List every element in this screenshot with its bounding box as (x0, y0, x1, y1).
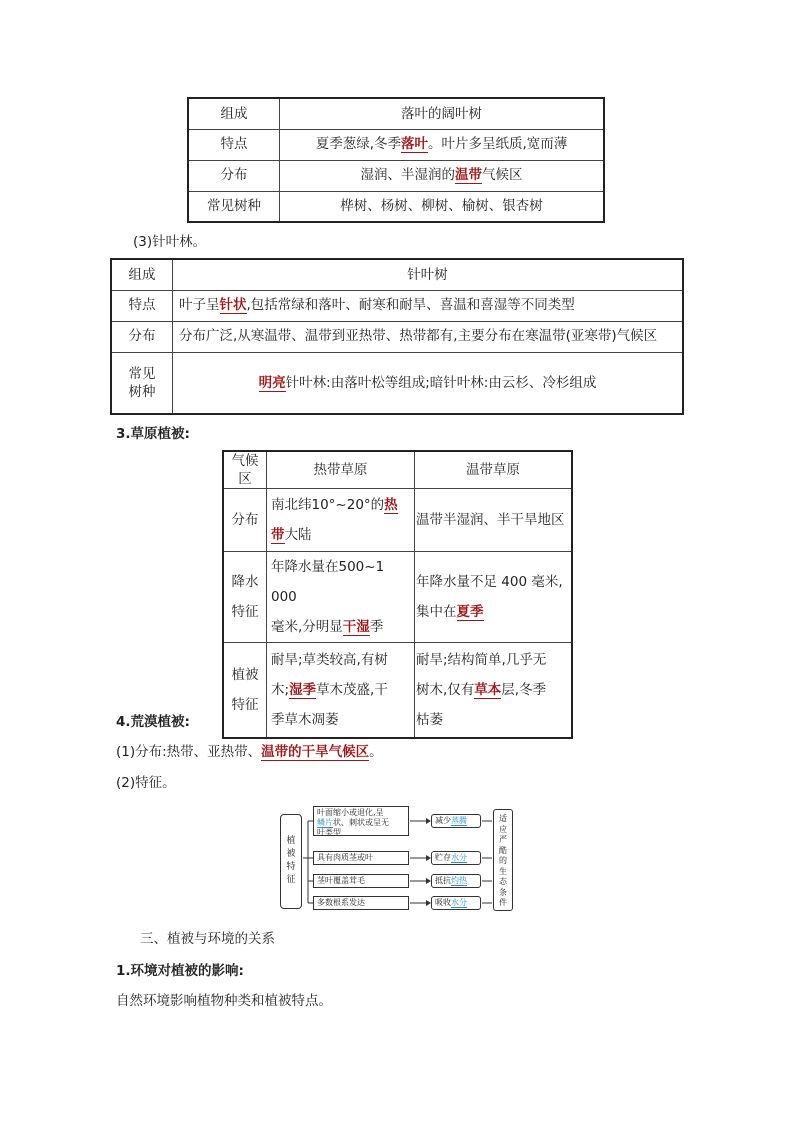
t3-label: 分布 (223, 489, 267, 552)
grassland-heading: 3.草原植被: (116, 426, 190, 442)
t1-value: 夏季葱绿,冬季落叶。叶片多呈纸质,宽而薄 (280, 129, 605, 160)
t2-value: 叶子呈针状,包括常绿和落叶、耐寒和耐旱、喜温和喜湿等不同类型 (173, 290, 684, 321)
t3-cell: 温带半湿润、半干旱地区 (415, 489, 573, 552)
t1-value: 湿润、半湿润的温带气候区 (280, 160, 605, 191)
desert-feature: (2)特征。 (116, 775, 176, 791)
diagram-result: 贮存水分 (431, 851, 481, 865)
t2-label: 常见 树种 (111, 352, 173, 414)
diagram-result: 抵抗灼热 (431, 874, 481, 888)
t3-label: 植被 特征 (223, 643, 267, 738)
diagram-item: 茎叶覆盖茸毛 (313, 874, 409, 888)
table-deciduous-forest (187, 97, 605, 223)
t3-cell: 年降水量在500~1 000 毫米,分明显干湿季 (267, 552, 415, 643)
t1-label: 特点 (188, 129, 280, 160)
t3-cell: 耐旱;草类较高,有树 木;湿季草木茂盛,干 季草木凋萎 (267, 643, 415, 738)
t2-label: 组成 (111, 259, 173, 290)
diagram-left-label: 植 被 特 征 (280, 814, 302, 909)
environment-text: 自然环境影响植物种类和植被特点。 (116, 993, 332, 1009)
desert-distribution: (1)分布:热带、亚热带、温带的干旱气候区。 (116, 744, 383, 760)
t3-header: 气候区 (223, 451, 267, 489)
diagram-item: 多数根系发达 (313, 896, 409, 910)
diagram-item: 叶面缩小或退化,呈 鳞片状、刺状或呈无 叶类型 (313, 806, 409, 836)
t1-label: 分布 (188, 160, 280, 191)
diagram-result: 减少蒸腾 (431, 814, 481, 828)
t1-value: 落叶的阔叶树 (280, 98, 605, 129)
section-three-heading: 三、植被与环境的关系 (140, 931, 275, 947)
table-coniferous-forest (110, 258, 684, 415)
diagram-right-label: 适 应 严 酷 的 生 态 条 件 (493, 809, 513, 911)
diagram-result: 吸收水分 (431, 896, 481, 910)
t3-label: 降水 特征 (223, 552, 267, 643)
table-grassland (222, 450, 573, 739)
t3-header: 温带草原 (415, 451, 573, 489)
desert-feature-diagram (279, 806, 519, 912)
t2-label: 特点 (111, 290, 173, 321)
t3-cell: 耐旱;结构简单,几乎无 树木,仅有草本层,冬季 枯萎 (415, 643, 573, 738)
t3-cell: 年降水量不足 400 毫米, 集中在夏季 (415, 552, 573, 643)
coniferous-heading: (3)针叶林。 (133, 234, 207, 250)
t2-label: 分布 (111, 321, 173, 352)
t3-cell: 南北纬10°~20°的热 带大陆 (267, 489, 415, 552)
desert-heading: 4.荒漠植被: (116, 714, 190, 730)
environment-heading: 1.环境对植被的影响: (116, 963, 244, 979)
t3-header: 热带草原 (267, 451, 415, 489)
t2-value: 明亮针叶林:由落叶松等组成;暗针叶林:由云杉、冷杉组成 (173, 352, 684, 414)
t2-value: 针叶树 (173, 259, 684, 290)
diagram-item: 具有肉质茎或叶 (313, 851, 409, 865)
t1-value: 桦树、杨树、柳树、榆树、银杏树 (280, 191, 605, 222)
t2-value: 分布广泛,从寒温带、温带到亚热带、热带都有,主要分布在寒温带(亚寒带)气候区 (173, 321, 684, 352)
t1-label: 常见树种 (188, 191, 280, 222)
t1-label: 组成 (188, 98, 280, 129)
